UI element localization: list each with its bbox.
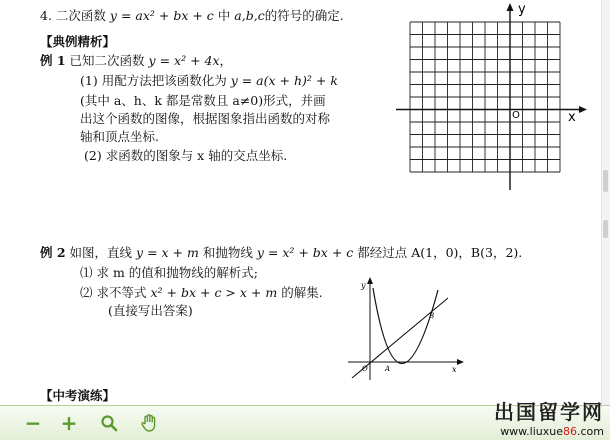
example-1-part-1-line: 轴和顶点坐标.	[80, 129, 159, 144]
formula: y = a(x + h)² + k	[230, 73, 338, 88]
part-text: 的解集.	[281, 285, 323, 300]
part-number: (2)	[84, 148, 102, 163]
y-axis-label: y	[361, 281, 366, 290]
example-1-intro	[40, 53, 232, 69]
question-4	[40, 8, 344, 24]
point-b-label: B	[429, 312, 435, 320]
zoom-out-button[interactable]: −	[24, 411, 42, 435]
zoom-in-button[interactable]: +	[60, 411, 78, 435]
example-text: 已知二次函数	[69, 53, 145, 68]
y-axis-arrow	[507, 3, 514, 11]
vertical-scrollbar[interactable]	[601, 0, 610, 405]
watermark-title: 出国留学网	[494, 400, 604, 424]
x-axis-arrow	[457, 359, 464, 365]
part-text: 求函数的图象与 x 轴的交点坐标.	[105, 148, 288, 163]
search-button[interactable]	[98, 412, 120, 434]
example-2-part-2	[80, 285, 323, 301]
example-text: 和抛物线	[202, 245, 253, 260]
parabola-line-figure	[340, 270, 470, 382]
hand-icon	[139, 413, 159, 433]
formula: y = x + m	[136, 245, 199, 260]
coordinate-grid-figure	[396, 0, 591, 195]
question-number: 4.	[40, 8, 52, 23]
url-part: www.liuxue	[500, 425, 563, 438]
x-axis-label: x	[568, 110, 576, 125]
example-label: 例 1	[40, 53, 66, 68]
formula: y = ax² + bx + c	[109, 8, 214, 23]
punctuation: ，	[219, 53, 233, 68]
url-part: .com	[577, 425, 604, 438]
pan-button[interactable]	[138, 412, 160, 434]
question-text: 中	[217, 8, 231, 23]
origin-label: O	[362, 365, 368, 373]
formula: a,b,c	[234, 8, 265, 23]
y-axis-arrow	[367, 277, 373, 284]
example-2-intro	[40, 245, 522, 261]
example-label: 例 2	[40, 245, 66, 260]
formula: x² + bx + c > x + m	[150, 285, 278, 300]
x-axis-arrow	[579, 106, 587, 113]
question-text: 二次函数	[55, 8, 106, 23]
example-2-note: (直接写出答案)	[108, 303, 193, 318]
example-1-part-1	[80, 73, 338, 89]
x-axis-label: x	[452, 365, 457, 374]
part-text: 求不等式	[96, 285, 147, 300]
example-text: 都经过点 A(1，0)，B(3，2).	[357, 245, 523, 260]
point-a-label: A	[385, 365, 391, 373]
grid-lines	[410, 22, 560, 172]
formula: y = x² + 4x	[148, 53, 220, 68]
scrollbar-thumb[interactable]	[603, 170, 608, 192]
part-number: (1)	[80, 73, 98, 88]
example-text: 如图，直线	[69, 245, 133, 260]
search-icon	[100, 414, 118, 432]
section-heading-example: 【典例精析】	[40, 34, 116, 49]
site-watermark	[494, 396, 604, 438]
example-1-part-1-line: 出这个函数的图像，根据图象指出函数的对称	[80, 111, 331, 126]
url-part: 86	[563, 425, 577, 438]
example-2-part-1	[80, 265, 258, 281]
part-text: 求 m 的值和抛物线的解析式;	[96, 265, 259, 280]
formula: y = x² + bx + c	[256, 245, 354, 260]
part-number: ⑵	[80, 285, 93, 300]
y-axis-label: y	[518, 2, 526, 17]
scrollbar-thumb[interactable]	[603, 220, 608, 238]
origin-label: O	[512, 110, 520, 121]
example-1-part-2	[84, 148, 287, 164]
part-text: 用配方法把该函数化为	[101, 73, 227, 88]
question-text: 的符号的确定.	[264, 8, 344, 23]
section-heading-exam: 【中考演练】	[40, 388, 116, 403]
watermark-url	[494, 425, 604, 438]
example-1-part-1-line: (其中 a、h、k 都是常数且 a≠0)形式，并画	[80, 93, 326, 108]
part-number: ⑴	[80, 265, 93, 280]
